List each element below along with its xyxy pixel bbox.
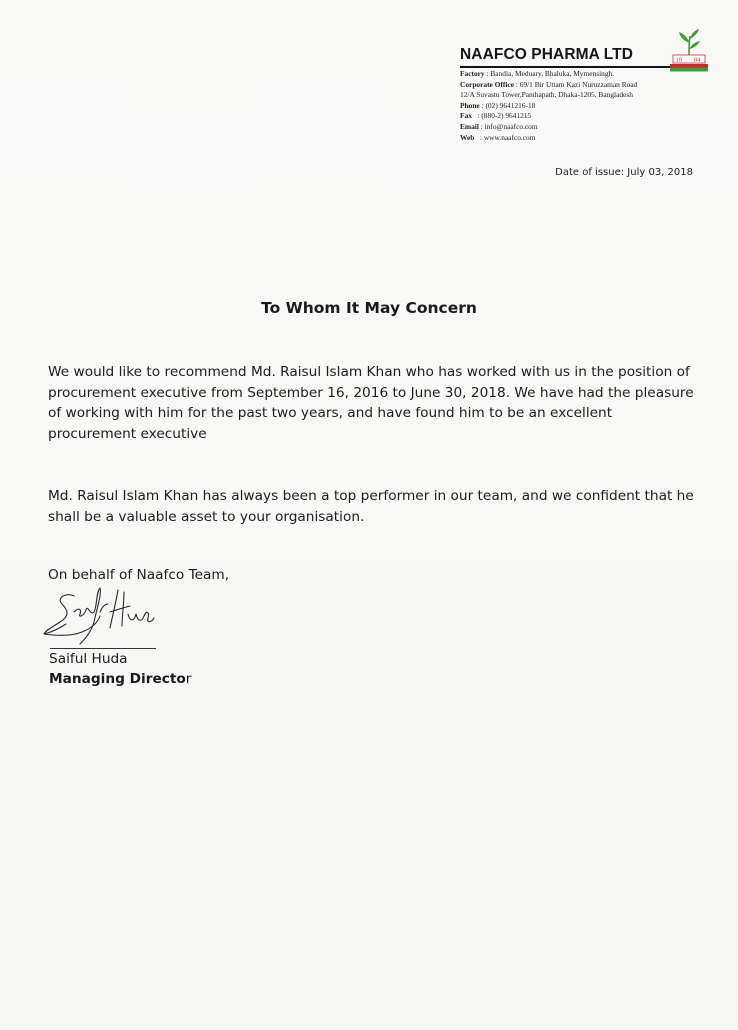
closing-line: On behalf of Naafco Team, — [48, 567, 230, 583]
body-paragraph-1: We would like to recommend Md. Raisul Islam Khan who has worked with us in the position of procurement executive from September 16, 2016 to June 30, 2018. We have had the pleasure of working with him for the past two years, and have found him to be an excellent procurement executive — [48, 364, 694, 442]
company-name-underline — [460, 66, 672, 68]
contact-email: Email : info@naafco.com — [460, 121, 538, 131]
contact-address: 12/A Suvastu Tower,Panthapath, Dhaka-1205, Bangladesh — [460, 90, 633, 100]
logo-year-left: 19 — [675, 56, 682, 64]
contact-corporate-office: Corporate Office : 69/1 Bir Uttam Kazi Nuruzzaman Road — [460, 79, 638, 89]
contact-fax: Fax : (880-2) 9641215 — [460, 111, 532, 121]
signer-title: Managing Director — [49, 671, 192, 687]
contact-phone: Phone : (02) 9641216-18 — [460, 100, 536, 110]
letterhead — [458, 28, 714, 152]
signer-name: Saiful Huda — [49, 651, 128, 667]
contact-block — [460, 69, 712, 143]
contact-factory: Factory : Bandia, Meduary, Bhaluka, Mymensingh. — [460, 69, 615, 78]
signature-line — [50, 648, 156, 649]
letter-subject: To Whom It May Concern — [261, 299, 477, 317]
handwritten-signature — [40, 582, 160, 646]
company-name: NAAFCO PHARMA LTD — [460, 46, 634, 63]
body-paragraph-2: Md. Raisul Islam Khan has always been a top performer in our team, and we confident that he shall be a valuable asset to your organisation. — [48, 488, 694, 525]
logo-year-right: 84 — [694, 56, 701, 64]
issue-date: Date of issue: July 03, 2018 — [555, 167, 693, 178]
contact-web: Web : www.naafco.com — [460, 132, 536, 142]
company-logo-icon — [670, 28, 708, 74]
